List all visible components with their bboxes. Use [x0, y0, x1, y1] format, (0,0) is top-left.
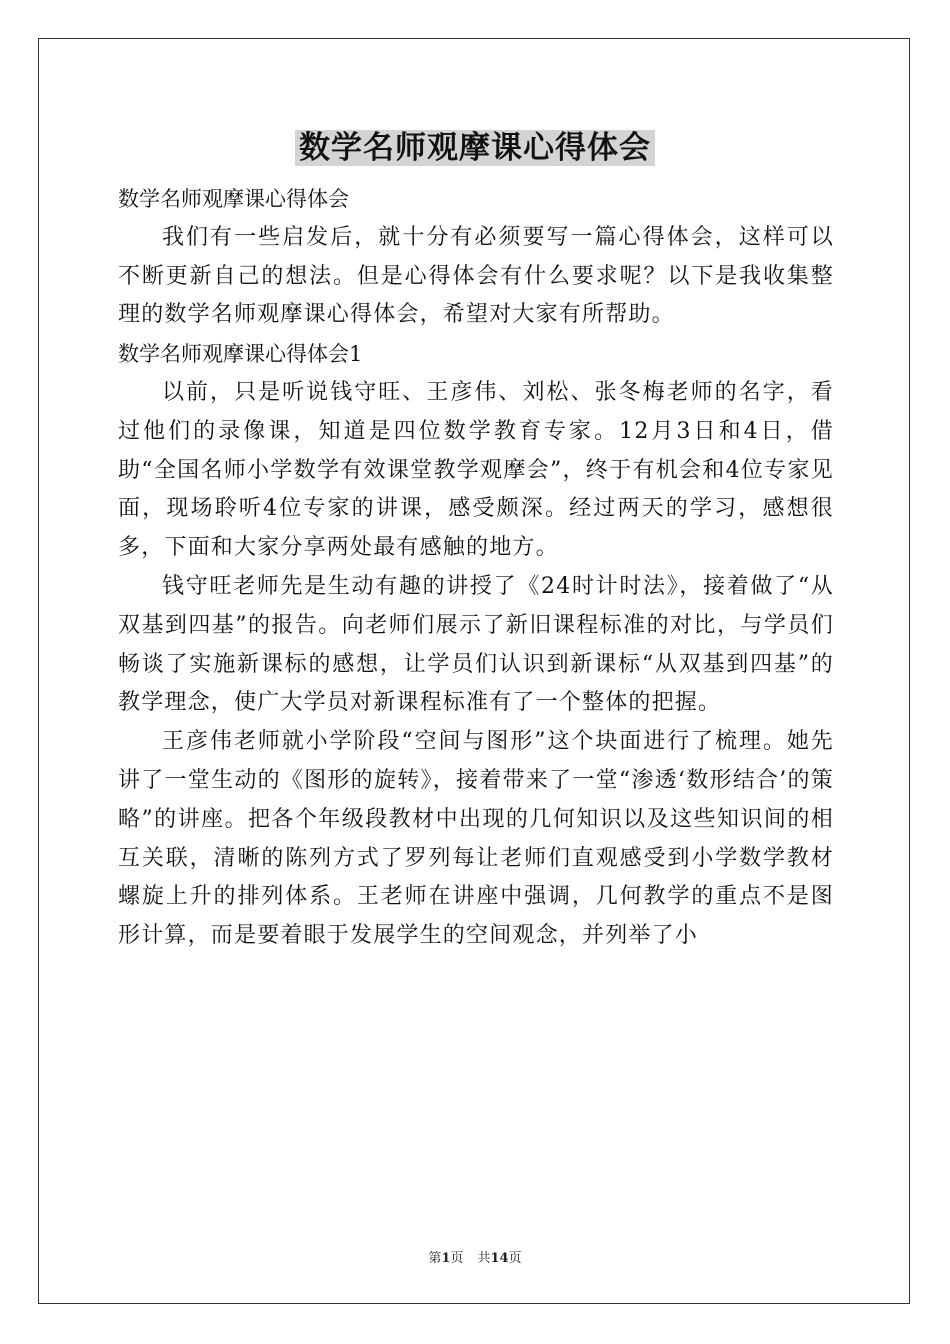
body-paragraph: 以前，只是听说钱守旺、王彦伟、刘松、张冬梅老师的名字，看过他们的录像课，知道是四位数学教育专家。12月3日和4日，借助“全国名师小学数学有效课堂教学观摩会”，终于有机会和4位专家见面，现场聆听4位专家的讲课，感受颇深。经过两天的学习，感想很多，下面和大家分享两处最有感触的地方。 [118, 379, 834, 561]
body-paragraph: 钱守旺老师先是生动有趣的讲授了《24时计时法》，接着做了“从双基到四基”的报告。向老师们展示了新旧课程标准的对比，与学员们畅谈了实施新课标的感想，让学员们认识到新课标“从双基到四基”的教学理念，使广大学员对新课程标准有了一个整体的把握。 [118, 573, 834, 716]
body-paragraph: 王彦伟老师就小学阶段“空间与图形”这个块面进行了梳理。她先讲了一堂生动的《图形的旋转》，接着带来了一堂“渗透‘数形结合’的策略”的讲座。把各个年级段教材中出现的几何知识以及这些知识间的相互关联，清晰的陈列方式了罗列每让老师们直观感受到小学数学教材螺旋上升的排列体系。王老师在讲座中强调，几何教学的重点不是图形计算，而是要着眼于发展学生的空间观念，并列举了小 [118, 729, 834, 949]
page-footer [0, 1247, 950, 1266]
page-prefix: 第 [428, 1251, 442, 1266]
total-count: 14 [490, 1251, 509, 1266]
document-body [118, 180, 834, 956]
section-heading: 数学名师观摩课心得体会 [118, 187, 349, 211]
total-prefix: 共 [477, 1251, 491, 1266]
total-suffix: 页 [508, 1251, 522, 1266]
document-title-text: 数学名师观摩课心得体会 [295, 130, 655, 166]
page-current: 1 [441, 1251, 451, 1266]
section-heading: 数学名师观摩课心得体会1 [118, 342, 363, 367]
document-title [0, 126, 950, 170]
page-number [428, 1251, 463, 1266]
body-paragraph: 我们有一些启发后，就十分有必须要写一篇心得体会，这样可以不断更新自己的想法。但是心得体会有什么要求呢？以下是我收集整理的数学名师观摩课心得体会，希望对大家有所帮助。 [118, 224, 834, 328]
page-total [477, 1251, 521, 1266]
page-suffix: 页 [450, 1251, 464, 1266]
